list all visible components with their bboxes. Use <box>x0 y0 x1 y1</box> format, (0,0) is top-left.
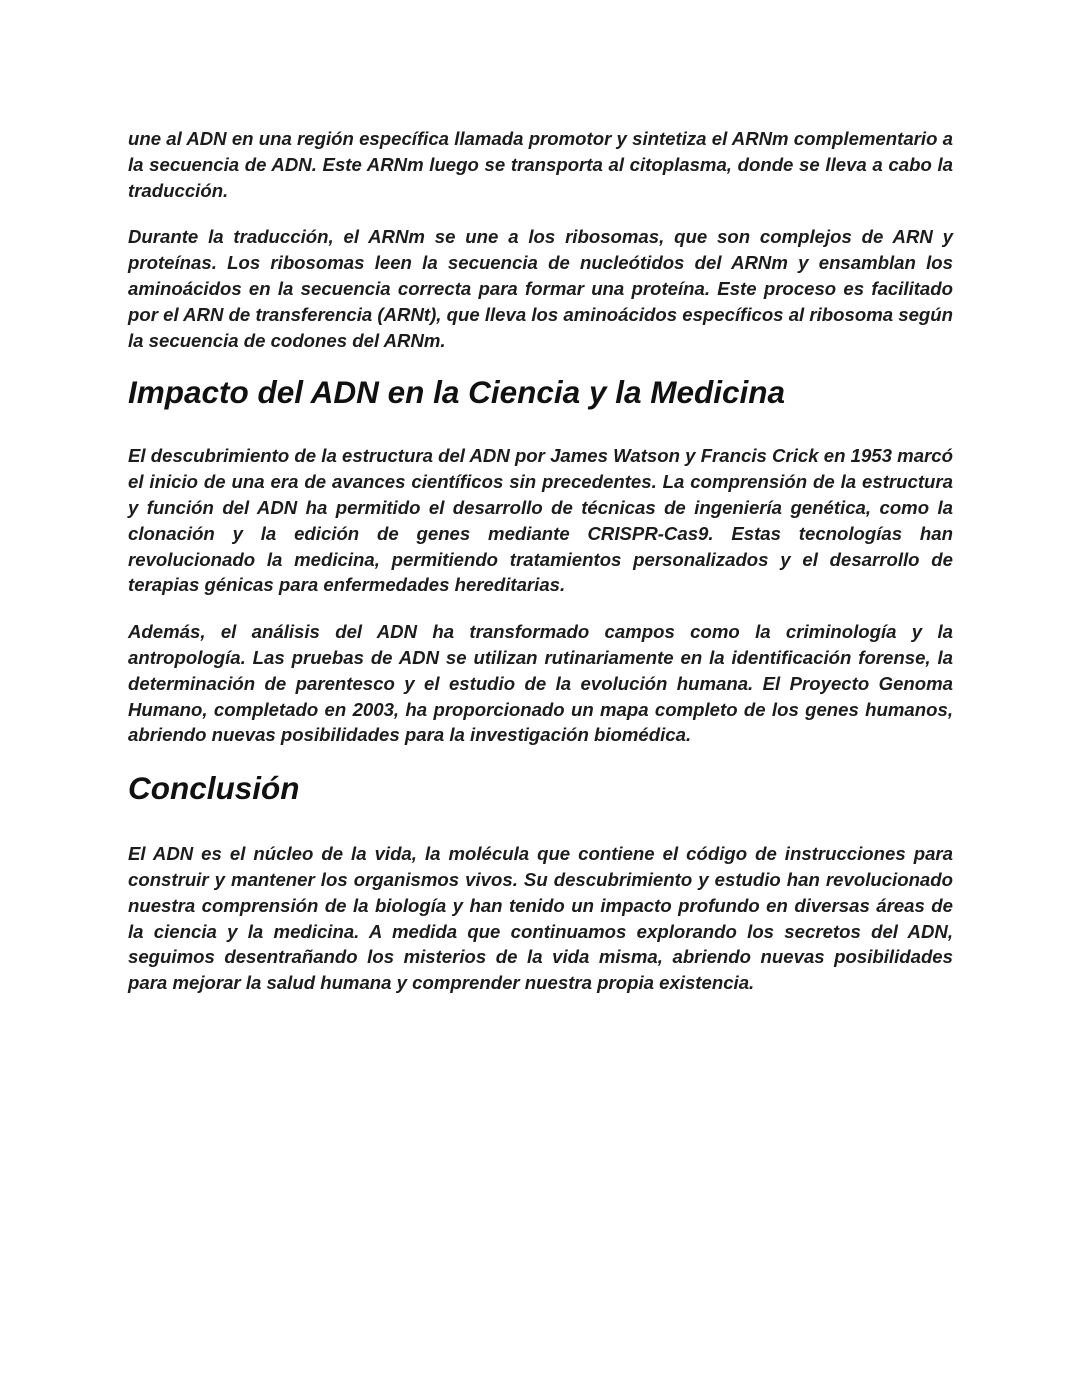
paragraph-transcription: une al ADN en una región específica llamada promotor y sintetiza el ARNm complementario a la secuencia de ADN. Este ARNm luego se transporta al citoplasma, donde se lleva a cabo la traducción. <box>128 128 953 201</box>
paragraph-conclusion: El ADN es el núcleo de la vida, la molécula que contiene el código de instrucciones para construir y mantener los organismos vivos. Su descubrimiento y estudio han revolucionado nuestra comprensión de la biología y han tenido un impacto profundo en diversas áreas de la ciencia y la medicina. A medida que continuamos explorando los secretos del ADN, seguimos desentrañando los misterios de la vida misma, abriendo nuevas posibilidades para mejorar la salud humana y comprender nuestra propia existencia. <box>128 843 953 994</box>
paragraph-translation: Durante la traducción, el ARNm se une a los ribosomas, que son complejos de ARN y proteínas. Los ribosomas leen la secuencia de nucleótidos del ARNm y ensamblan los aminoácidos en la secuencia correcta para formar una proteína. Este proceso es facilitado por el ARN de transferencia (ARNt), que lleva los aminoácidos específicos al ribosoma según la secuencia de codones del ARNm. <box>128 226 953 351</box>
heading-conclusion: Conclusión <box>128 770 300 807</box>
heading-impact: Impacto del ADN en la Ciencia y la Medicina <box>128 374 786 411</box>
paragraph-impact-discovery: El descubrimiento de la estructura del ADN por James Watson y Francis Crick en 1953 marcó el inicio de una era de avances científicos sin precedentes. La comprensión de la estructura y función del ADN ha permitido el desarrollo de técnicas de ingeniería genética, como la clonación y la edición de genes mediante CRISPR-Cas9. Estas tecnologías han revolucionado la medicina, permitiendo tratamientos personalizados y el desarrollo de terapias génicas para enfermedades hereditarias. <box>128 445 953 596</box>
paragraph-impact-analysis: Además, el análisis del ADN ha transformado campos como la criminología y la antropología. Las pruebas de ADN se utilizan rutinariamente en la identificación forense, la determinación de parentesco y el estudio de la evolución humana. El Proyecto Genoma Humano, completado en 2003, ha proporcionado un mapa completo de los genes humanos, abriendo nuevas posibilidades para la investigación biomédica. <box>128 621 953 746</box>
document-page <box>128 126 953 996</box>
